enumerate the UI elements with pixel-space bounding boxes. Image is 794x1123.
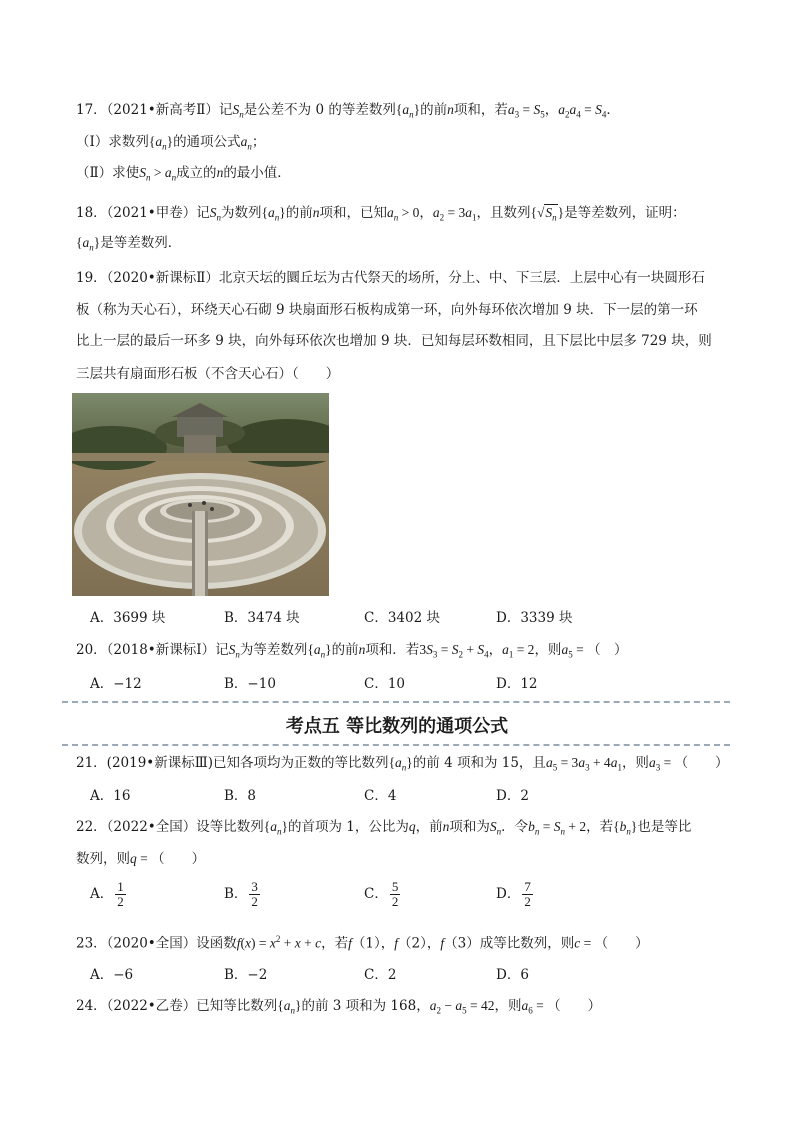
q24-line1: 24．（2022•乙卷）已知等比数列$\{a_n\}$的前 3 项和为 168，$a_2 - a_5 = 42$，则$a_6$ = （ ）: [76, 998, 602, 1016]
q23-choice-a[interactable]: A．−6: [90, 967, 134, 983]
q23-choice-d[interactable]: D．6: [496, 967, 529, 983]
q20-choice-a[interactable]: A．−12: [90, 676, 142, 692]
section-divider-bottom: [62, 744, 730, 746]
q22-choice-b[interactable]: B． $\frac{3}{2}$: [224, 879, 258, 909]
q22-line2: 数列，则q = （ ）: [76, 851, 206, 867]
q17-line1: 17．（2021•新高考Ⅱ）记$S_n$是公差不为 0 的等差数列$\{a_n\}$的前n项和，若$a_3 = S_5$，$a_2a_4 = S_4$．: [76, 102, 620, 120]
q22-line1: 22．（2022•全国）设等比数列$\{a_n\}$的首项为 1，公比为q，前n项和为$S_n$．令$b_n = S_n + 2$，若$\{b_n\}$也是等比: [76, 819, 692, 837]
q17-line3: （Ⅱ）求使$S_n > a_n$成立的n的最小值．: [76, 165, 291, 183]
q17-line2: （Ⅰ）求数列$\{a_n\}$的通项公式$a_n$；: [76, 134, 266, 152]
q23-choice-c[interactable]: C．2: [364, 967, 397, 983]
altar-photo: [72, 393, 329, 596]
q20-line1: 20．（2018•新课标Ⅰ）记$S_n$为等差数列$\{a_n\}$的前n项和．若$3S_3 = S_2 + S_4$，$a_1 = 2$，则$a_5$ = （ ）: [76, 642, 628, 660]
q19-line3: 比上一层的最后一环多 9 块，向外每环依次也增加 9 块．已知每层环数相同，且下层比中层多 729 块，则: [76, 333, 712, 349]
q21-line1: 21．(2019•新课标Ⅲ)已知各项均为正数的等比数列$\{a_n\}$的前 4 项和为 15，且$a_5 = 3a_3 + 4a_1$，则$a_3$ = （ ）: [76, 755, 729, 773]
section-divider-top: [62, 701, 730, 703]
q19-choice-d[interactable]: D．3339 块: [496, 610, 573, 626]
q21-choice-c[interactable]: C．4: [364, 788, 397, 804]
q22-choice-a[interactable]: A． $\frac{1}{2}$: [90, 879, 124, 909]
q19-choice-a[interactable]: A．3699 块: [90, 610, 166, 626]
q20-choice-b[interactable]: B．−10: [224, 676, 276, 692]
q21-choice-a[interactable]: A．16: [90, 788, 131, 804]
q22-choice-c[interactable]: C． $\frac{5}{2}$: [364, 879, 399, 909]
q19-line1: 19．（2020•新课标Ⅱ）北京天坛的圜丘坛为古代祭天的场所，分上、中、下三层．上层中心有一块圆形石: [76, 270, 705, 286]
q18-line1: 18．（2021•甲卷）记$S_n$为数列$\{a_n\}$的前n项和，已知$a_n > 0$，$a_2 = 3a_1$，且数列$\{√S_n\}$是等差数列，证明：: [76, 205, 686, 223]
q20-choice-d[interactable]: D．12: [496, 676, 538, 692]
q23-line1: 23．（2020•全国）设函数$f(x) = x^2 + x + c$，若f（1），f（2），f（3）成等比数列，则c = （ ）: [76, 934, 649, 952]
q21-choice-b[interactable]: B．8: [224, 788, 257, 804]
q18-line2: $\{a_n\}$是等差数列．: [76, 235, 182, 253]
q23-choice-b[interactable]: B．−2: [224, 967, 268, 983]
q19-line4: 三层共有扇面形石板（不含天心石）（ ）: [76, 366, 340, 382]
q21-choice-d[interactable]: D．2: [496, 788, 529, 804]
q19-line2: 板（称为天心石），环绕天心石砌 9 块扇面形石板构成第一环，向外每环依次增加 9 块．下一层的第一环: [76, 302, 698, 318]
q19-choice-c[interactable]: C．3402 块: [364, 610, 440, 626]
q22-choice-d[interactable]: D． $\frac{7}{2}$: [496, 879, 531, 909]
q20-choice-c[interactable]: C．10: [364, 676, 406, 692]
section-title: 考点五 等比数列的通项公式: [285, 716, 509, 737]
altar-photo-image: [72, 393, 329, 596]
q19-choice-b[interactable]: B．3474 块: [224, 610, 300, 626]
